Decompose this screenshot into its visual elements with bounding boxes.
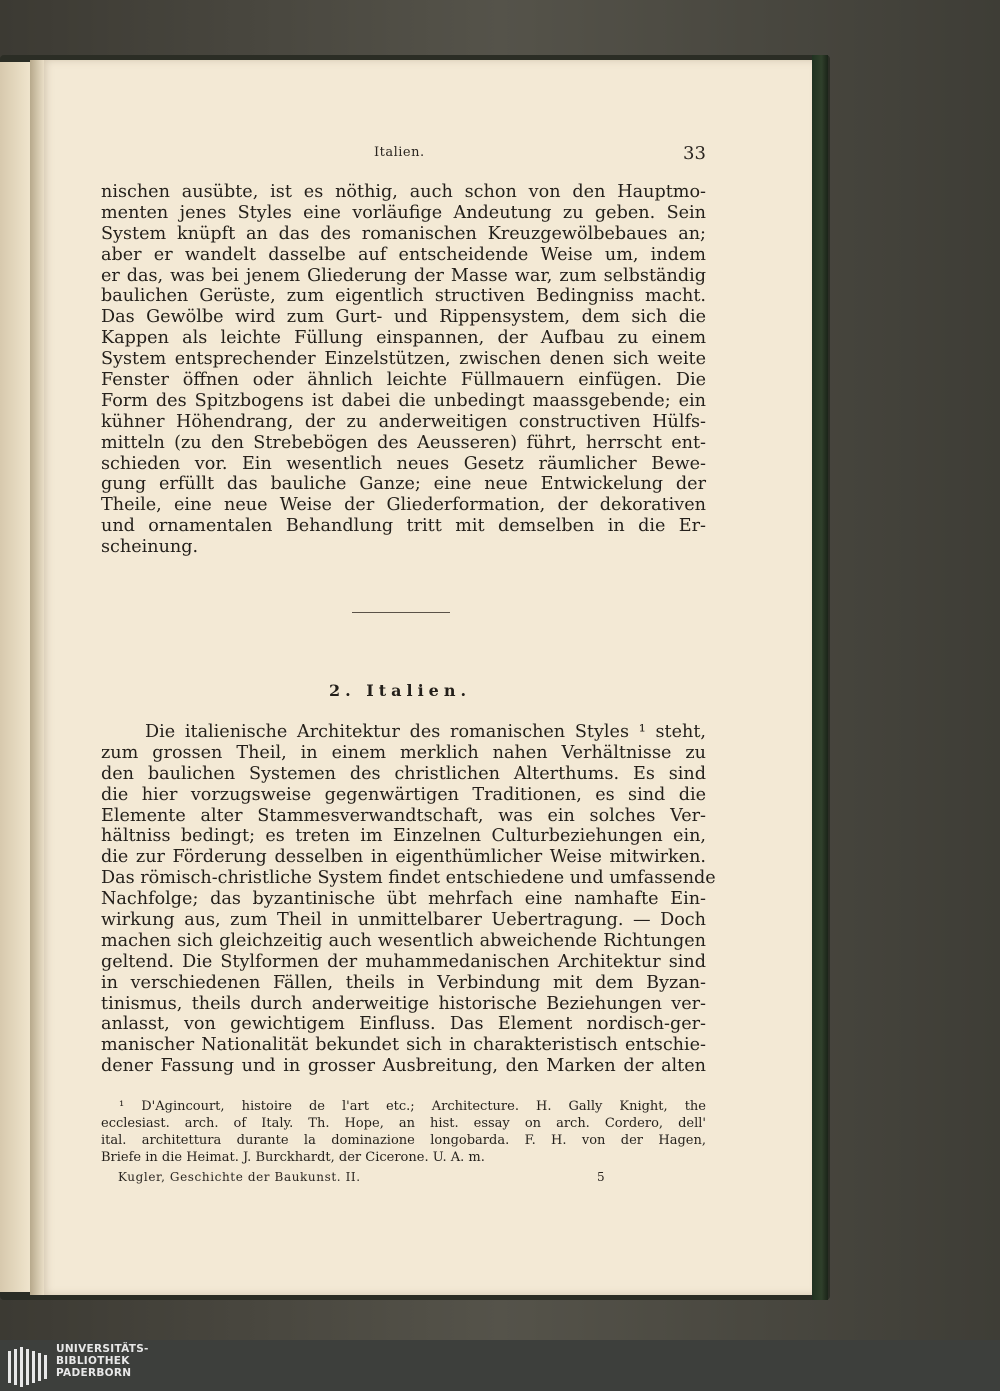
page-number: 33 — [683, 143, 706, 164]
text-line: kühner Höhendrang, der zu anderweitigen constructiven Hülfs- — [101, 411, 706, 432]
running-title: Italien. — [374, 145, 425, 160]
text-line: System knüpft an das des romanischen Kreuzgewölbebaues an; — [101, 223, 706, 244]
text-line: Theile, eine neue Weise der Gliederformation, der dekorativen — [101, 495, 706, 516]
library-name — [56, 1343, 149, 1379]
text-line: hältniss bedingt; es treten im Einzelnen Culturbeziehungen ein, — [101, 826, 706, 847]
text-line: dener Fassung und in grosser Ausbreitung, den Marken der alten — [101, 1056, 706, 1077]
page-gutter — [30, 60, 44, 1295]
paragraph-continued — [101, 182, 706, 558]
text-line: Form des Spitzbogens ist dabei die unbedingt maassgebende; ein — [101, 390, 706, 411]
text-line: nischen ausübte, ist es nöthig, auch schon von den Hauptmo- — [101, 182, 706, 202]
library-name-line: BIBLIOTHEK — [56, 1355, 130, 1367]
text-line: tinismus, theils durch anderweitige historische Beziehungen ver- — [101, 993, 706, 1014]
footnote-line: Briefe in die Heimat. J. Burckhardt, der Cicerone. U. A. m. — [101, 1150, 485, 1165]
text-line: Fenster öffnen oder ähnlich leichte Füllmauern einfügen. Die — [101, 370, 706, 391]
library-name-line: UNIVERSITÄTS- — [56, 1343, 149, 1355]
section-divider — [352, 612, 450, 613]
text-line: menten jenes Styles eine vorläufige Andeutung zu geben. Sein — [101, 202, 706, 223]
footnote-line: ecclesiast. arch. of Italy. Th. Hope, an hist. essay on arch. Cordero, dell' — [101, 1116, 706, 1131]
text-line: scheinung. — [101, 537, 199, 558]
text-line: und ornamentalen Behandlung tritt mit demselben in die Er- — [101, 516, 706, 537]
text-line: Nachfolge; das byzantinische übt mehrfach eine namhafte Ein- — [101, 889, 706, 910]
text-line: schieden vor. Ein wesentlich neues Gesetz räumlicher Bewe- — [101, 453, 706, 474]
section-heading: 2. Italien. — [329, 681, 472, 700]
printer-signature: Kugler, Geschichte der Baukunst. II. — [118, 1170, 361, 1184]
book-cover-edge — [812, 55, 828, 1300]
text-line: wirkung aus, zum Theil in unmittelbarer Uebertragung. — Doch — [101, 910, 706, 931]
text-line: Die italienische Architektur des romanischen Styles ¹ steht, — [145, 722, 706, 742]
text-line: Das römisch-christliche System findet entschiedene und umfassende — [101, 868, 716, 889]
text-line: System entsprechender Einzelstützen, zwischen denen sich weite — [101, 349, 706, 370]
footnote-line: ¹ D'Agincourt, histoire de l'art etc.; Architecture. H. Gally Knight, the — [119, 1099, 706, 1114]
text-line: Kappen als leichte Füllung einspannen, der Aufbau zu einem — [101, 328, 706, 349]
footnote-line: ital. architettura durante la dominazione longobarda. F. H. von der Hagen, — [101, 1133, 706, 1148]
paragraph-italien — [101, 722, 716, 1077]
text-line: die hier vorzugsweise gegenwärtigen Traditionen, es sind die — [101, 784, 706, 805]
library-name-line: PADERBORN — [56, 1367, 132, 1379]
text-line: mitteln (zu den Strebebögen des Aeusseren) führt, herrscht ent- — [101, 432, 706, 453]
running-head — [0, 145, 1000, 165]
library-logo-icon — [6, 1345, 50, 1387]
text-line: den baulichen Systemen des christlichen Alterthums. Es sind — [101, 763, 706, 784]
text-line: machen sich gleichzeitig auch wesentlich abweichende Richtungen — [101, 930, 706, 951]
text-line: anlasst, von gewichtigem Einfluss. Das Element nordisch-ger- — [101, 1014, 706, 1035]
text-line: er das, was bei jenem Gliederung der Masse war, zum selbständig — [101, 265, 706, 286]
footnote — [101, 1098, 706, 1166]
library-footer-bar — [0, 1340, 1000, 1391]
text-line: manischer Nationalität bekundet sich in charakteristisch entschie- — [101, 1035, 706, 1056]
text-line: Das Gewölbe wird zum Gurt- und Rippensystem, dem sich die — [101, 307, 706, 328]
text-line: aber er wandelt dasselbe auf entscheidende Weise um, indem — [101, 244, 706, 265]
signature-mark: 5 — [597, 1170, 605, 1184]
text-line: Elemente alter Stammesverwandtschaft, was ein solches Ver- — [101, 805, 706, 826]
text-line: in verschiedenen Fällen, theils in Verbindung mit dem Byzan- — [101, 972, 706, 993]
text-line: baulichen Gerüste, zum eigentlich structiven Bedingniss macht. — [101, 286, 706, 307]
text-line: zum grossen Theil, in einem merklich nahen Verhältnisse zu — [101, 742, 706, 763]
text-line: gung erfüllt das bauliche Ganze; eine neue Entwickelung der — [101, 474, 706, 495]
text-line: die zur Förderung desselben in eigenthümlicher Weise mitwirken. — [101, 847, 706, 868]
text-line: geltend. Die Stylformen der muhammedanischen Architektur sind — [101, 951, 706, 972]
